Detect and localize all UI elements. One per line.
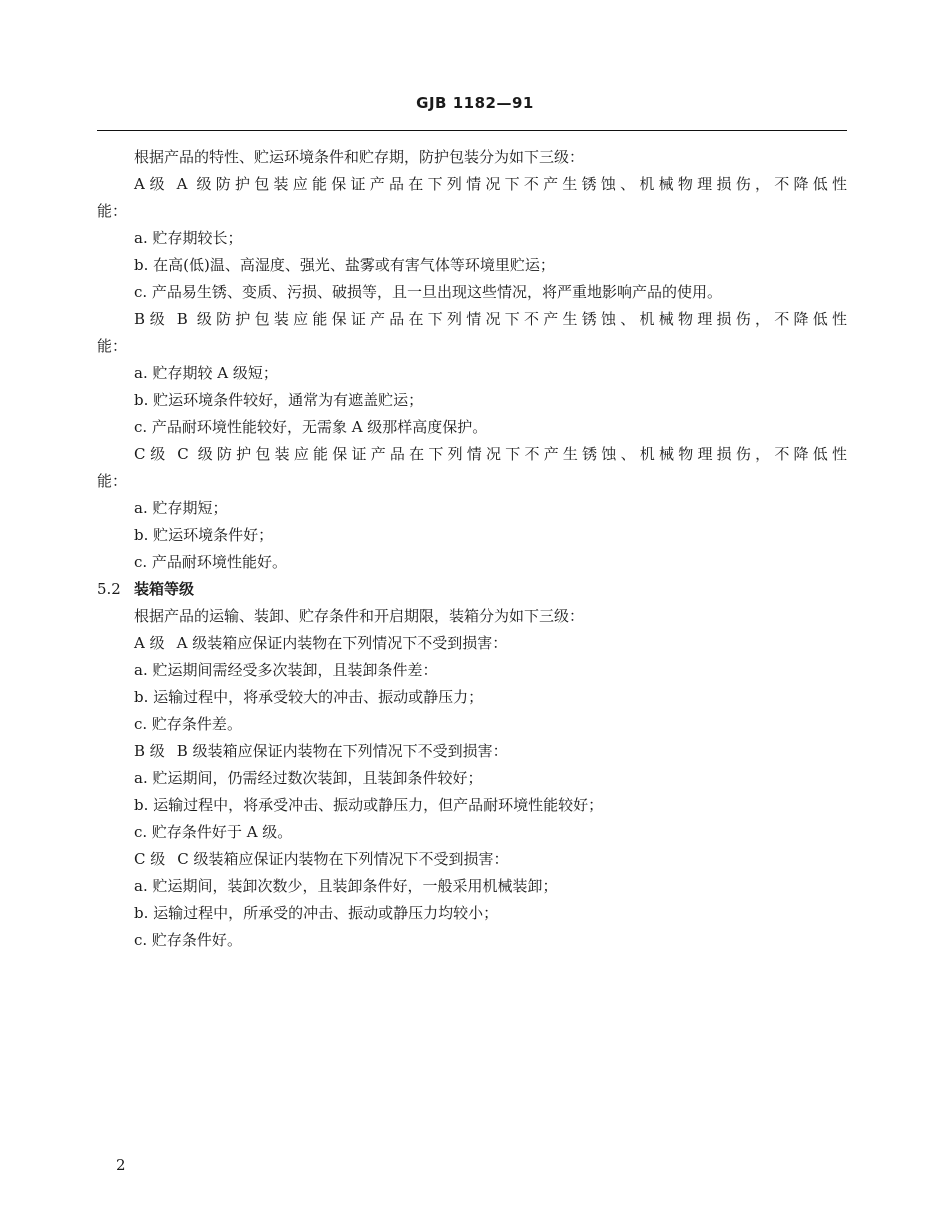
packing-grade-c-text: C 级装箱应保证内装物在下列情况下不受到损害： <box>177 850 509 868</box>
grade-a-label: A 级 <box>134 175 165 193</box>
page-body <box>97 144 847 954</box>
list-item: c. 贮存条件好。 <box>134 931 242 949</box>
header-rule <box>97 130 847 131</box>
packing-grade-c-label: C 级 <box>134 850 166 868</box>
list-item: b. 运输过程中，所承受的冲击、振动或静压力均较小； <box>134 904 499 922</box>
packing-grade-a <box>97 630 847 657</box>
list-item: a. 贮运期间，装卸次数少，且装卸条件好，一般采用机械装卸； <box>134 877 558 895</box>
list-item: a. 贮运期间，仍需经过数次装卸，且装卸条件较好； <box>134 769 483 787</box>
packing-grade-b <box>97 738 847 765</box>
list-item: a. 贮存期短； <box>134 499 228 517</box>
grade-c-continuation: 能： <box>97 472 128 490</box>
packing-grade-b-text: B 级装箱应保证内装物在下列情况下不受到损害： <box>176 742 508 760</box>
section-title: 装箱等级 <box>134 580 195 598</box>
packing-grade-b-label: B 级 <box>134 742 165 760</box>
list-item: b. 运输过程中，将承受冲击、振动或静压力，但产品耐环境性能较好； <box>134 796 604 814</box>
list-item: c. 产品易生锈、变质、污损、破损等，且一旦出现这些情况，将严重地影响产品的使用。 <box>134 283 722 301</box>
list-item: c. 产品耐环境性能较好，无需象 A 级那样高度保护。 <box>134 418 488 436</box>
page-number: 2 <box>116 1156 126 1174</box>
packing-grade-a-text: A 级装箱应保证内装物在下列情况下不受到损害： <box>176 634 508 652</box>
packing-grade-c <box>97 846 847 873</box>
packaging-intro: 根据产品的特性、贮运环境条件和贮存期，防护包装分为如下三级： <box>134 148 585 166</box>
list-item: a. 贮存期较 A 级短； <box>134 364 278 382</box>
packing-intro: 根据产品的运输、装卸、贮存条件和开启期限，装箱分为如下三级： <box>134 607 585 625</box>
grade-b-label: B 级 <box>134 310 165 328</box>
section-heading-5-2 <box>97 576 847 603</box>
list-item: c. 贮存条件差。 <box>134 715 242 733</box>
grade-c-text: C 级防护包装应能保证产品在下列情况下不产生锈蚀、机械物理损伤，不降低性 <box>177 445 847 463</box>
packing-grade-a-label: A 级 <box>134 634 165 652</box>
list-item: a. 贮运期间需经受多次装卸，且装卸条件差： <box>134 661 438 679</box>
grade-b-continuation: 能： <box>97 337 128 355</box>
grade-a-text: A 级防护包装应能保证产品在下列情况下不产生锈蚀、机械物理损伤，不降低性 <box>176 175 847 193</box>
list-item: b. 在高(低)温、高湿度、强光、盐雾或有害气体等环境里贮运； <box>134 256 555 274</box>
list-item: b. 运输过程中，将承受较大的冲击、振动或静压力； <box>134 688 484 706</box>
grade-c-paragraph <box>97 441 847 468</box>
grade-a-continuation: 能： <box>97 202 128 220</box>
list-item: c. 产品耐环境性能好。 <box>134 553 287 571</box>
section-number: 5.2 <box>97 580 121 598</box>
grade-b-paragraph <box>97 306 847 333</box>
document-code-header: GJB 1182—91 <box>416 94 534 112</box>
list-item: a. 贮存期较长； <box>134 229 243 247</box>
grade-a-paragraph <box>97 171 847 198</box>
grade-c-label: C 级 <box>134 445 166 463</box>
list-item: b. 贮运环境条件较好，通常为有遮盖贮运； <box>134 391 424 409</box>
grade-b-text: B 级防护包装应能保证产品在下列情况下不产生锈蚀、机械物理损伤，不降低性 <box>176 310 847 328</box>
list-item: c. 贮存条件好于 A 级。 <box>134 823 293 841</box>
list-item: b. 贮运环境条件好； <box>134 526 274 544</box>
